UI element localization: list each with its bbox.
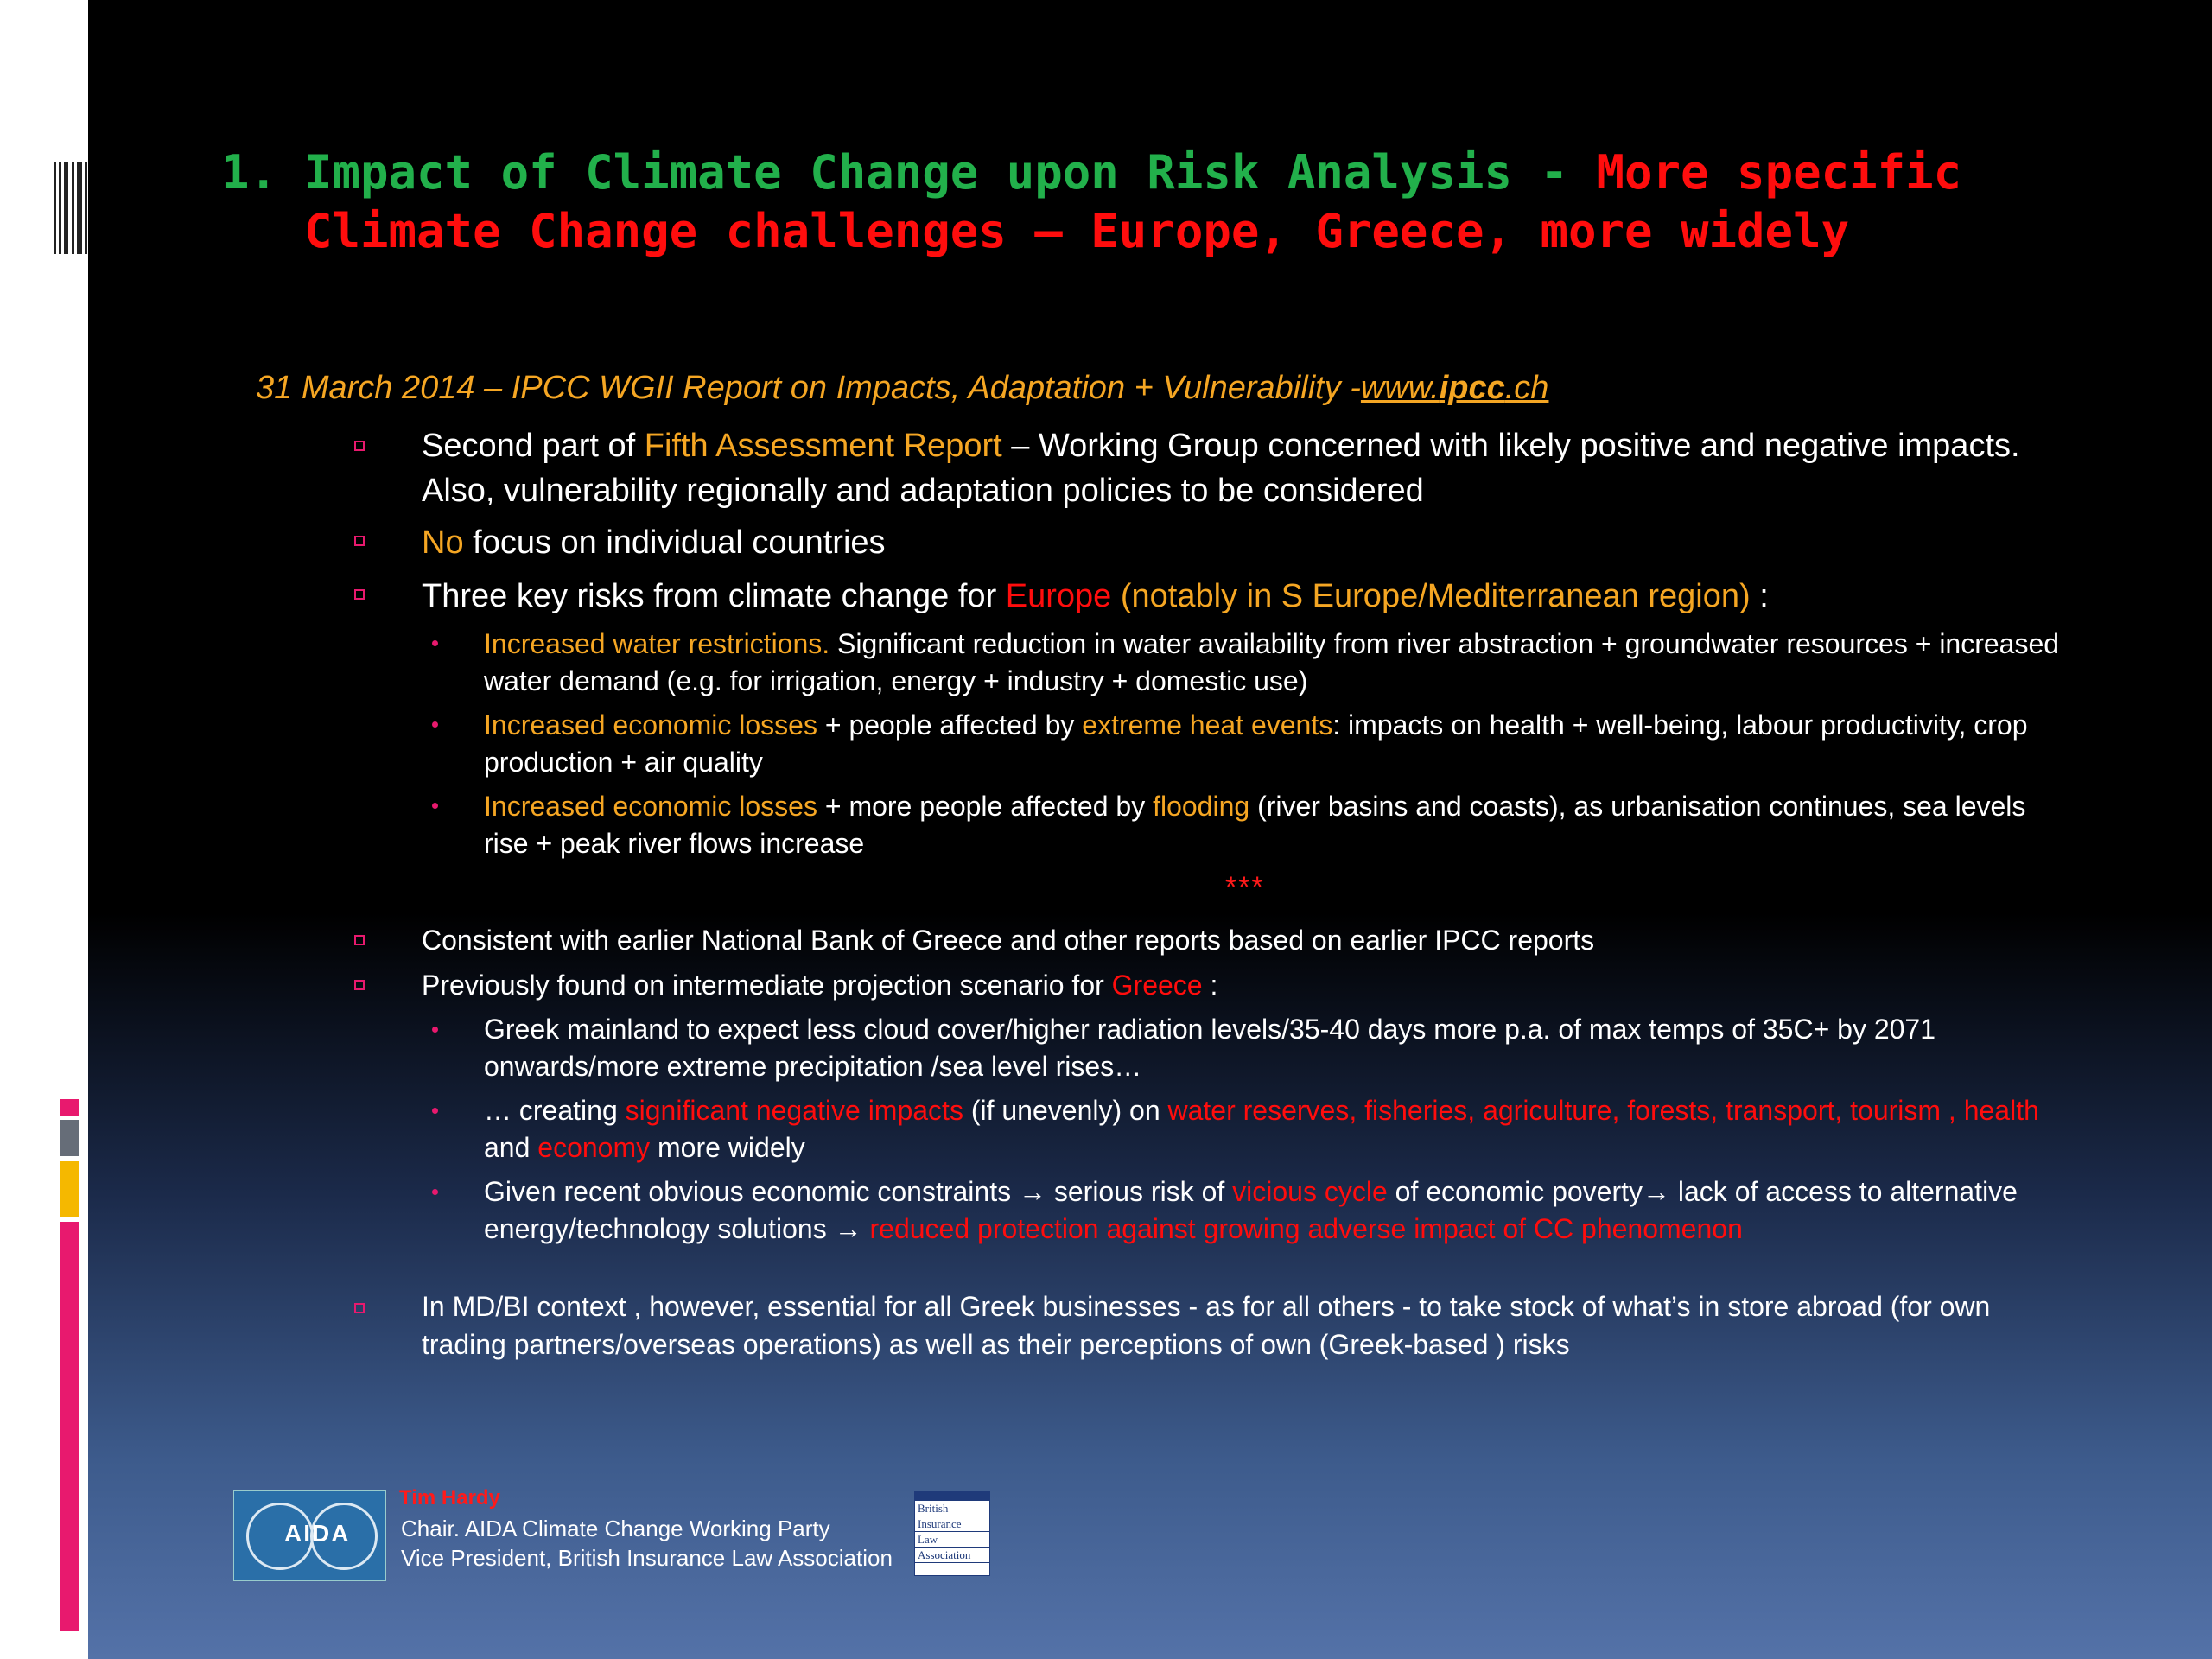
barcode-decoration — [52, 162, 88, 254]
sub-bullet-negative-impacts: … creating significant negative impacts (if unevenly) on water reserves, fisheries, agriculture, forests, transport, tourism , health and economy more widely — [484, 1095, 2039, 1163]
bullet-three-key-risks: Three key risks from climate change for Europe (notably in S Europe/Mediterranean region) : — [422, 578, 1769, 614]
sub-bullet-dot — [432, 1108, 438, 1114]
accent-bar-pink-top — [60, 1099, 79, 1116]
sub-bullet-greek-mainland: Greek mainland to expect less cloud cover/higher radiation levels/35-40 days more p.a. of max temps of 35C+ by 2071 onwards/more extreme precipitation /sea level rises… — [484, 1014, 1936, 1082]
sub-bullet-heat: Increased economic losses + people affected by extreme heat events: impacts on health + well-being, labour productivity, crop production + air quality — [484, 709, 2028, 778]
sub-bullet-dot — [432, 1189, 438, 1195]
bullet-marker — [354, 536, 365, 546]
accent-bar-gray — [60, 1120, 79, 1156]
aida-logo — [233, 1490, 386, 1581]
sub-bullet-dot — [432, 721, 438, 728]
bullet-md-bi-context: In MD/BI context , however, essential for all Greek businesses - as for all others - to take stock of what’s in store abroad (for own trading partners/overseas operations) as well as their perceptions of own (Greek-based ) risks — [422, 1291, 1991, 1360]
report-subheading — [256, 370, 1548, 407]
title-red-part: More specific Climate Change challenges – Europe, Greece, more widely — [304, 145, 1962, 258]
bila-logo: British Insurance Law Association — [914, 1491, 990, 1576]
sub-bullet-dot — [432, 803, 438, 809]
bullet-no-focus: No focus on individual countries — [422, 524, 886, 561]
aida-logo-text: AIDA — [284, 1520, 351, 1547]
bullet-marker — [354, 441, 365, 451]
sub-bullet-dot — [432, 640, 438, 646]
bullet-marker — [354, 589, 365, 600]
sub-bullet-water: Increased water restrictions. Significant reduction in water availability from river abstraction + groundwater resources + increased water demand (e.g. for irrigation, energy + industry + domestic use) — [484, 628, 2060, 696]
title-number: 1. — [221, 145, 278, 200]
bullet-consistent-reports: Consistent with earlier National Bank of Greece and other reports based on earlier IPCC reports — [422, 925, 1595, 956]
ipcc-link[interactable]: www.ipcc.ch — [1360, 370, 1549, 406]
left-margin-strip — [0, 0, 88, 1659]
presenter-role-2: Vice President, British Insurance Law Association — [401, 1545, 893, 1571]
title-green-part: Impact of Climate Change upon Risk Analysis - — [304, 145, 1597, 200]
sub-bullet-dot — [432, 1027, 438, 1033]
bullet-fifth-assessment: Second part of Fifth Assessment Report – Working Group concerned with likely positive and negative impacts. Also, vulnerability regionally and adaptation policies to be considered — [422, 428, 2020, 509]
accent-bar-gold — [60, 1161, 79, 1217]
bullet-marker — [354, 980, 365, 990]
accent-bar-pink — [60, 1222, 79, 1631]
bullet-greece-scenario: Previously found on intermediate projection scenario for Greece : — [422, 969, 1218, 1001]
sub-bullet-vicious-cycle: Given recent obvious economic constraints → serious risk of vicious cycle of economic poverty→ lack of access to alternative energy/technology solutions → reduced protection against growing adverse impact of CC phenomenon — [484, 1176, 2018, 1244]
bullet-marker — [354, 1303, 365, 1313]
bullet-marker — [354, 935, 365, 945]
subheading-text: 31 March 2014 – IPCC WGII Report on Impacts, Adaptation + Vulnerability - — [256, 370, 1361, 406]
section-separator-stars: *** — [1225, 871, 1265, 904]
bila-logo-header — [915, 1492, 989, 1501]
sub-bullet-flooding: Increased economic losses + more people affected by flooding (river basins and coasts), as urbanisation continues, sea levels rise + peak river flows increase — [484, 791, 2026, 859]
presenter-role-1: Chair. AIDA Climate Change Working Party — [401, 1516, 830, 1541]
presenter-name: Tim Hardy — [399, 1486, 500, 1510]
